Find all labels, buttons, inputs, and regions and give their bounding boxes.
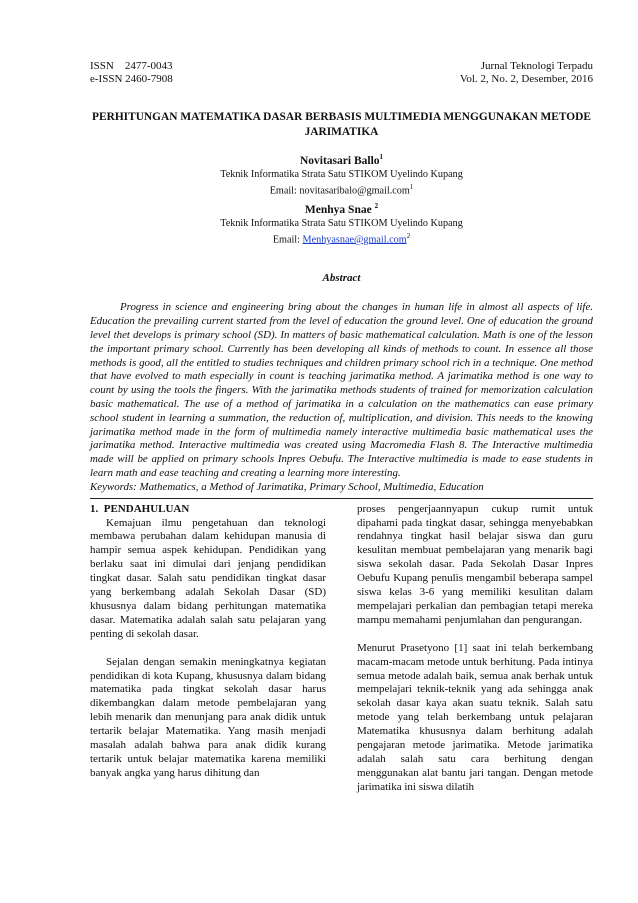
- section-heading: 1. PENDAHULUAN: [90, 502, 190, 515]
- abstract-text: Progress in science and engineering bring about the changes in human life in almost all aspects of life. Education the prevailing current started from the level of education the ground level. One of education the ground level thet develops is primary school (SD). In matters of basic mathematical calculation. Math is one of the lesson the important primary school. Currently has been developing all kinds of methods to count. In essence all those methods is good, all the entitled to studies techniques and children primary school rich in a technique. One method that have evolved to math especially in count is teaching jarimatika method. A jarimatika method is one way to count by using the tools the fingers. With the jarimatika methods students of trained for memorization calculation basic mathematical. The use of a method of jarimatika in a calculation on the mathematics can ease primary school student in learning a summation, the reduction of, multiplication, and division. This needs to the knowing jarimatika method made in the form of multimedia namely interactive multimedia basic mathematical uses the jarimatika method. Interactive multimedia was created using Macromedia Flash 8. The Interactive multimedia made will be applied on primary schools Inpres Oebufu. The Interactive multimedia is made to ease students in learn math and ease teaching and creating a learning more interesting.: [90, 301, 593, 479]
- running-header: [90, 60, 593, 86]
- eissn: e-ISSN 2460-7908: [90, 73, 173, 85]
- header-left: [90, 60, 173, 86]
- author-1-sup: 1: [379, 153, 384, 161]
- author-2-email-sup: 2: [406, 232, 411, 241]
- abstract-heading: Abstract: [322, 272, 361, 285]
- author-1-email[interactable]: novitasaribalo@gmail.com: [299, 185, 410, 197]
- right-paragraph-2: Menurut Prasetyono [1] saat ini telah berkembang macam-macam metode untuk berhitung. Pada intinya semua metode adalah baik, semua anak berhak untuk mempelajari teknik-teknik yang ada sehingga anak sekolah dasar kaya akan suatu teknik. Salah satu metode yang telah berkembang untuk pelajaran Matematika khususnya dalam berhitung adalah pengajaran metode jarimatika. Metode jarimatika adalah salah satu cara berhitung dengan menggunakan alat bantu jari tangan. Dengan metode jarimatika ini siswa dilatih: [357, 641, 593, 793]
- author-2-name: [90, 199, 593, 217]
- author-1-email-sup: 1: [409, 182, 414, 191]
- left-paragraph-2: Sejalan dengan semakin meningkatnya kegiatan pendidikan di kota Kupang, khususnya dalam bidang matematika pada tingkat sekolah dasar harus dikembangkan dalam metode pembelajaran yang lebih menarik dan menunjang para anak didik untuk tertarik belajar Matematika. Yang masih menjadi masalah adalah bahwa para anak didik kurang tertarik untuk belajar matematika karena memiliki banyak angka yang harus dihitung dan: [90, 655, 326, 779]
- header-right: [460, 60, 593, 86]
- author-2-affiliation: Teknik Informatika Strata Satu STIKOM Uyelindo Kupang: [220, 218, 463, 230]
- author-2-name-text: Menhya Snae: [304, 204, 375, 217]
- issn: ISSN 2477-0043: [90, 60, 173, 72]
- paper-page: [90, 60, 593, 795]
- abstract-divider: [90, 498, 593, 499]
- author-2-sup: 2: [374, 202, 379, 211]
- paper-title: PERHITUNGAN MATEMATIKA DASAR BERBASIS MULTIMEDIA MENGGUNAKAN METODE JARIMATIKA: [92, 111, 591, 138]
- author-1-affiliation: Teknik Informatika Strata Satu STIKOM Uyelindo Kupang: [220, 168, 463, 180]
- right-paragraph-1: proses pengerjaannyapun cukup rumit untuk dipahami pada tingkat dasar, sehingga menyebabkan rendahnya tingkat hasil belajar siswa dan guru kesulitan membuat pembelajaran yang menarik bagi siswa sekolah dasar. Pada Sekolah Dasar Inpres Oebufu Kupang penulis mengambil beberapa sampel siswa kelas 3-6 yang memiliki kesulitan dalam mempelajari perkalian dan pembagian tetapi mereka mampu memahami penjumlahan dan pengurangan.: [357, 502, 593, 626]
- author-1-email-line: [90, 181, 593, 197]
- right-column: [357, 503, 593, 795]
- journal-name: Jurnal Teknologi Terpadu: [480, 60, 593, 72]
- author-1-name-text: Novitasari Ballo: [299, 154, 380, 167]
- body-columns: [90, 503, 593, 795]
- author-1-email-label: Email:: [269, 185, 300, 197]
- author-2-email-line: [90, 230, 593, 246]
- author-2-email-label: Email:: [272, 234, 303, 246]
- keywords: Keywords: Mathematics, a Method of Jarimatika, Primary School, Multimedia, Education: [90, 480, 484, 493]
- author-2-email-link[interactable]: Menhyasnae@gmail.com: [302, 234, 407, 246]
- author-1-name: [90, 150, 593, 168]
- journal-volume: Vol. 2, No. 2, Desember, 2016: [459, 73, 593, 85]
- left-paragraph-1: Kemajuan ilmu pengetahuan dan teknologi membawa perubahan dalam kehidupan manusia di hampir semua aspek kehidupan. Pendidikan yang berlaku saat ini dimulai dari jenjang pendidikan tingkat dasar. Salah satu pendidikan tingkat dasar yang berkembang adalah Sekolah Dasar (SD) khususnya dalam bidang perhitungan matematika dasar. Matematika adalah salah satu pelajaran yang penting di sekolah dasar.: [90, 516, 326, 640]
- left-column: [90, 503, 326, 795]
